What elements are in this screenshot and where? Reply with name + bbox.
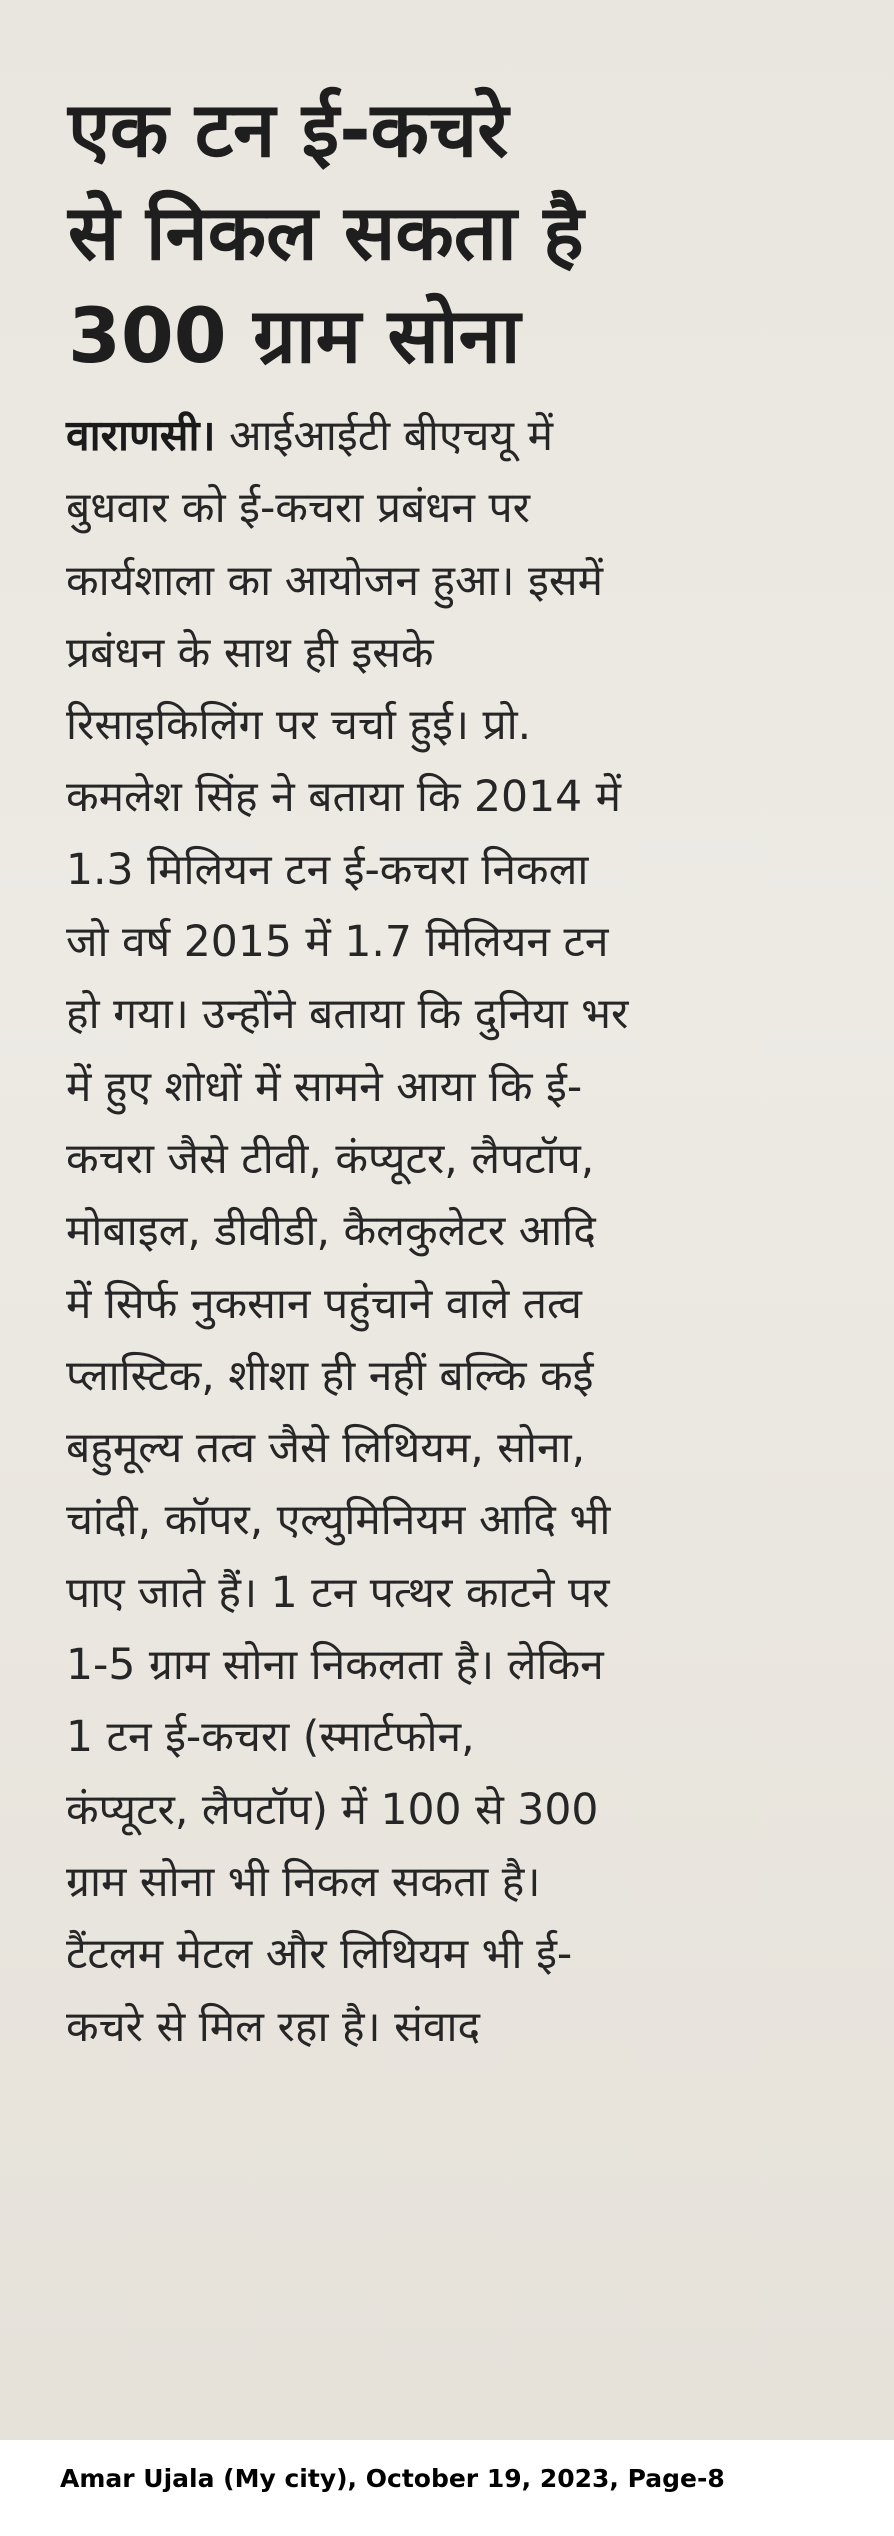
body-line: पाए जाते हैं। 1 टन पत्थर काटने पर <box>66 1568 610 1618</box>
dateline: वाराणसी। <box>66 412 216 461</box>
body-line: बहुमूल्य तत्व जैसे लिथियम, सोना, <box>66 1424 586 1474</box>
source-caption: Amar Ujala (My city), October 19, 2023, Page-8 <box>60 2464 725 2493</box>
body-line: कचरा जैसे टीवी, कंप्यूटर, लैपटॉप, <box>66 1134 595 1184</box>
body-line: में सिर्फ नुकसान पहुंचाने वाले तत्व <box>66 1279 582 1329</box>
body-line: 1-5 ग्राम सोना निकलता है। लेकिन <box>66 1641 604 1691</box>
body-line: प्लास्टिक, शीशा ही नहीं बल्कि कई <box>66 1351 594 1401</box>
body-line: प्रबंधन के साथ ही इसके <box>66 628 434 678</box>
body-line: कमलेश सिंह ने बताया कि 2014 में <box>66 773 622 823</box>
body-line-text: आईआईटी बीएचयू में <box>229 412 554 461</box>
body-line: 1.3 मिलियन टन ई-कचरा निकला <box>66 845 589 895</box>
body-line: मोबाइल, डीवीडी, कैलकुलेटर आदि <box>66 1207 596 1257</box>
headline-line-3: 300 ग्राम सोना <box>68 291 521 380</box>
body-line: कंप्यूटर, लैपटॉप) में 100 से 300 <box>66 1785 599 1835</box>
body-line: 1 टन ई-कचरा (स्मार्टफोन, <box>66 1713 475 1763</box>
body-line: टैंटलम मेटल और लिथियम भी ई- <box>66 1930 573 1980</box>
body-line: कार्यशाला का आयोजन हुआ। इसमें <box>66 556 604 606</box>
headline <box>0 0 894 387</box>
body-line: रिसाइकिलिंग पर चर्चा हुई। प्रो. <box>66 701 532 751</box>
body-line: ग्राम सोना भी निकल सकता है। <box>66 1857 541 1907</box>
body-line <box>66 401 854 473</box>
body-line: चांदी, कॉपर, एल्युमिनियम आदि भी <box>66 1496 611 1546</box>
body-line: हो गया। उन्होंने बताया कि दुनिया भर <box>66 990 629 1040</box>
headline-line-1: एक टन ई-कचरे <box>68 85 509 174</box>
body-line: में हुए शोधों में सामने आया कि ई- <box>66 1062 583 1112</box>
body-line: बुधवार को ई-कचरा प्रबंधन पर <box>66 484 531 534</box>
article-body <box>0 387 894 2064</box>
body-line: कचरे से मिल रहा है। संवाद <box>66 2002 481 2052</box>
source-caption-bar <box>0 2440 894 2536</box>
headline-line-2: से निकल सकता है <box>68 188 584 277</box>
body-line: जो वर्ष 2015 में 1.7 मिलियन टन <box>66 918 609 968</box>
